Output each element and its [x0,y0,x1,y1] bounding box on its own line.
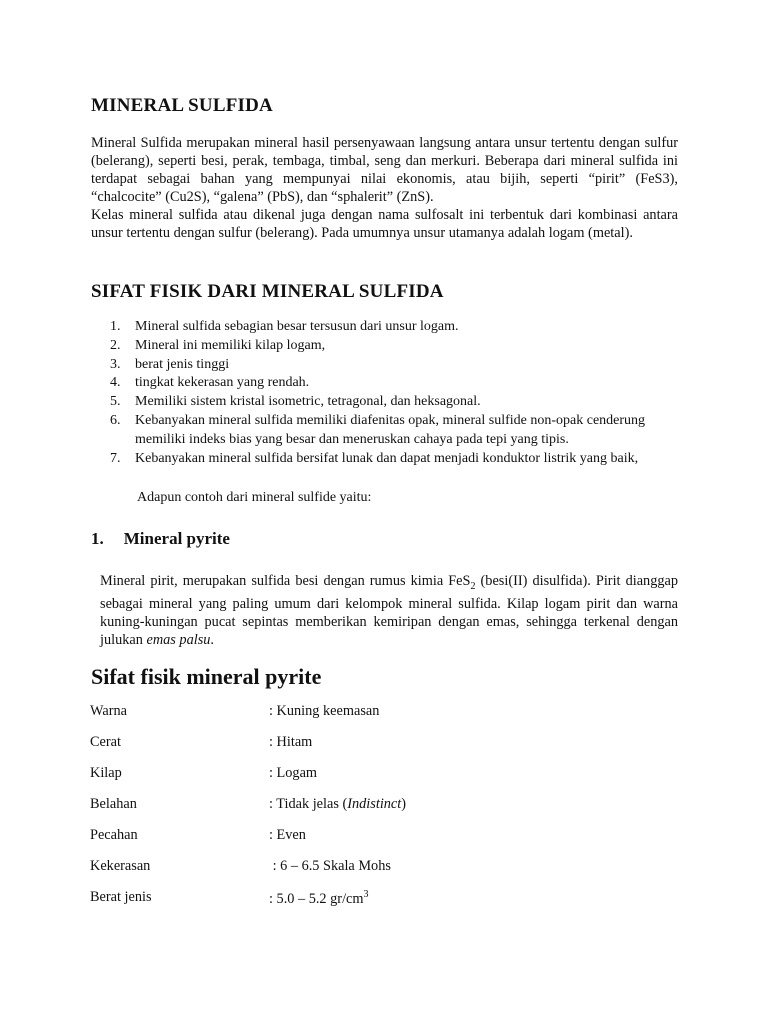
pyrite-nickname: emas palsu [146,631,211,648]
prop-label: Cerat [90,734,121,750]
pyrite-desc-part: Mineral pirit, merupakan sulfida besi dengan rumus kimia FeS [100,573,471,589]
list-text: Kebanyakan mineral sulfida memiliki diafenitas opak, mineral sulfide non-opak cenderung memiliki indeks bias yang besar dan meneruskan cahaya pada tepi yang tipis. [135,412,646,447]
pyrite-desc-part: . [210,631,214,648]
prop-row-berat-jenis [90,889,690,909]
pyrite-heading-number: 1. [91,529,104,548]
list-text: Memiliki sistem kristal isometric, tetragonal, dan heksagonal. [135,394,481,410]
list-item [110,374,680,393]
prop-row-kekerasan [90,858,690,878]
prop-value: : Kuning keemasan [269,703,380,719]
prop-label: Kekerasan [90,858,151,874]
prop-value-part: ) [401,796,407,812]
prop-row-warna [90,703,690,723]
prop-value [269,796,406,813]
prop-value-part: : Tidak jelas ( [269,796,348,812]
list-text: Mineral sulfida sebagian besar tersusun dari unsur logam. [135,319,459,334]
prop-value: : Hitam [269,734,313,750]
list-item [110,393,680,412]
prop-row-pecahan [90,827,690,847]
list-number: 3. [110,356,121,372]
props-heading: Sifat fisik mineral pyrite [91,664,322,689]
prop-row-kilap [90,765,690,785]
list-item [110,356,680,375]
prop-label: Warna [90,703,127,719]
section-heading: SIFAT FISIK DARI MINERAL SULFIDA [91,281,444,302]
list-text: Kebanyakan mineral sulfida bersifat lunak dan dapat menjadi konduktor listrik yang baik, [135,450,639,466]
prop-value: : 6 – 6.5 Skala Mohs [269,858,391,874]
prop-value-italic: Indistinct [347,796,402,812]
prop-row-belahan [90,796,690,816]
prop-value-part: : 5.0 – 5.2 gr/cm [269,890,364,907]
examples-intro: Adapun contoh dari mineral sulfide yaitu: [137,490,372,505]
pyrite-description [100,573,678,649]
intro-paragraph-1: Mineral Sulfida merupakan mineral hasil persenyawaan langsung antara unsur tertentu dengan sulfur (belerang), seperti besi, perak, tembaga, timbal, seng dan merkuri. Beberapa dari mineral sulfida ini terdapat sebagai bahan yang mempunyai nilai ekonomis, atau bijih, seperti “pirit” (FeS3), “chalcocite” (Cu2S), “galena” (PbS), dan “sphalerit” (ZnS). [91,135,678,205]
prop-label: Berat jenis [90,889,152,905]
list-text: berat jenis tinggi [135,356,230,372]
prop-value-superscript: 3 [363,889,369,900]
list-text: Mineral ini memiliki kilap logam, [135,337,326,353]
list-number: 2. [110,337,121,353]
prop-label: Kilap [90,765,122,781]
prop-value: : Even [269,827,306,843]
pyrite-formula-subscript: 2 [470,580,476,592]
list-number: 6. [110,412,121,428]
prop-value: : Logam [269,765,318,781]
list-number: 1. [110,319,121,334]
document-title: MINERAL SULFIDA [91,95,273,116]
prop-value [269,889,369,908]
list-number: 5. [110,394,121,410]
list-item [110,337,680,356]
list-item [110,318,680,337]
pyrite-desc-part: (besi(II) disulfida). Pirit dianggap sebagai mineral yang paling umum dari kelompok mineral sulfida. Kilap logam pirit dan warna kuning-kuningan pucat sepintas memberikan kemiripan dengan emas, sehingga terkenal dengan julukan [100,573,678,648]
list-number: 4. [110,375,121,391]
pyrite-heading-text: Mineral pyrite [123,529,230,548]
list-item [110,450,680,469]
properties-list [110,318,680,468]
list-number: 7. [110,450,121,466]
prop-row-cerat [90,734,690,754]
list-item [110,412,680,450]
intro-paragraph-2: Kelas mineral sulfida atau dikenal juga dengan nama sulfosalt ini terbentuk dari kombinasi antara unsur tertentu dengan sulfur (belerang). Pada umumnya unsur utamanya adalah logam (metal). [91,207,678,241]
pyrite-heading [91,529,230,549]
list-text: tingkat kekerasan yang rendah. [135,375,310,391]
prop-label: Pecahan [90,827,138,843]
prop-label: Belahan [90,796,137,812]
